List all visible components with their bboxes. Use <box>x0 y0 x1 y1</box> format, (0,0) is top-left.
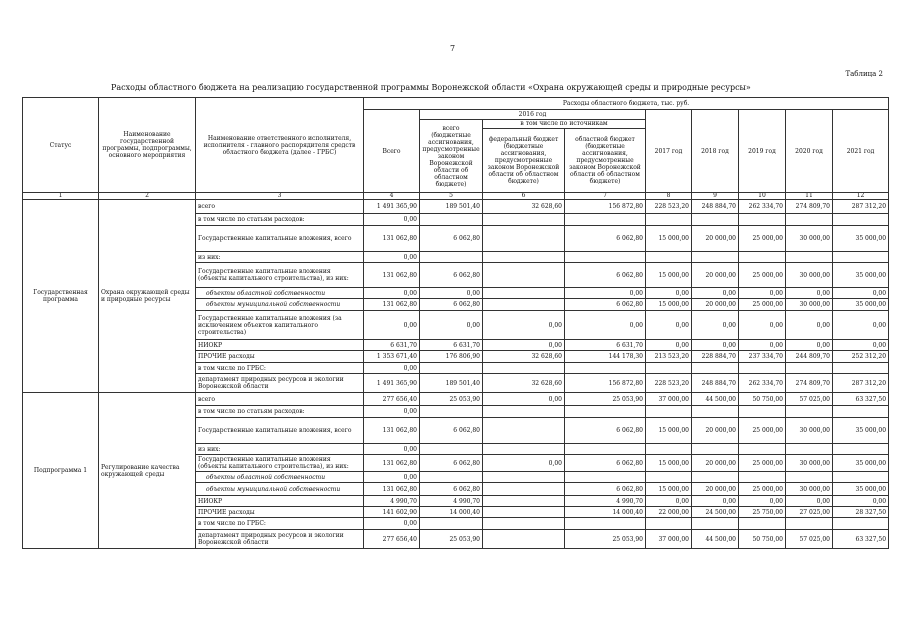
row-value: 6 062,80 <box>420 418 483 444</box>
row-label: НИОКР <box>196 496 364 507</box>
row-value: 20 000,00 <box>692 455 739 472</box>
row-value <box>420 518 483 530</box>
row-value: 0,00 <box>833 496 889 507</box>
row-value: 57 025,00 <box>786 530 833 549</box>
row-value: 248 884,70 <box>692 200 739 214</box>
row-value <box>692 444 739 455</box>
row-value <box>646 472 692 483</box>
table-label: Таблица 2 <box>845 70 883 78</box>
header-federal: федеральный бюджет (бюджетные ассигнования, предусмотренные законом Воронежской области об областном бюджете) <box>483 129 565 192</box>
row-label: объекты муниципальной собственности <box>196 483 364 496</box>
column-index: 9 <box>692 193 739 200</box>
row-value: 0,00 <box>692 288 739 299</box>
row-value <box>786 214 833 226</box>
row-value: 30 000,00 <box>786 418 833 444</box>
row-value: 22 000,00 <box>646 507 692 518</box>
row-value <box>646 444 692 455</box>
row-value: 57 025,00 <box>786 393 833 406</box>
row-value: 0,00 <box>786 288 833 299</box>
column-index: 2 <box>99 193 196 200</box>
row-label: ПРОЧИЕ расходы <box>196 351 364 363</box>
row-label: всего <box>196 393 364 406</box>
row-value: 0,00 <box>364 363 420 374</box>
page-number: 7 <box>449 44 456 53</box>
row-value <box>646 406 692 418</box>
row-value <box>692 214 739 226</box>
header-expenses: Расходы областного бюджета, тыс. руб. <box>364 98 889 110</box>
row-value: 20 000,00 <box>692 226 739 252</box>
row-value: 25 053,90 <box>420 530 483 549</box>
row-value: 24 500,00 <box>692 507 739 518</box>
row-value: 131 062,80 <box>364 418 420 444</box>
row-value: 0,00 <box>833 288 889 299</box>
row-value <box>833 214 889 226</box>
row-value: 35 000,00 <box>833 263 889 288</box>
row-value <box>483 288 565 299</box>
column-index: 7 <box>565 193 646 200</box>
row-value: 6 631,70 <box>420 340 483 351</box>
row-label: Государственные капитальные вложения (объекты капитального строительства), из них: <box>196 263 364 288</box>
row-value: 25 000,00 <box>739 299 786 311</box>
row-value: 25 000,00 <box>739 418 786 444</box>
row-value: 37 000,00 <box>646 530 692 549</box>
row-value: 0,00 <box>420 288 483 299</box>
row-value: 37 000,00 <box>646 393 692 406</box>
header-by-sources: в том числе по источникам <box>483 120 645 129</box>
row-value: 6 062,80 <box>420 263 483 288</box>
row-value: 0,00 <box>565 288 646 299</box>
row-status: Государственная программа <box>23 200 99 393</box>
row-value: 30 000,00 <box>786 299 833 311</box>
header-2019: 2019 год <box>739 110 786 193</box>
row-value <box>565 214 646 226</box>
column-index-row <box>23 193 889 200</box>
row-value: 131 062,80 <box>364 455 420 472</box>
row-value <box>646 518 692 530</box>
row-value: 25 750,00 <box>739 507 786 518</box>
row-program-name: Регулирование качества окружающей среды <box>99 393 196 549</box>
row-value: 15 000,00 <box>646 483 692 496</box>
budget-table <box>22 97 889 549</box>
column-index: 5 <box>420 193 483 200</box>
row-value: 0,00 <box>364 518 420 530</box>
header-status: Статус <box>23 98 99 193</box>
row-program-name: Охрана окружающей среды и природные ресурсы <box>99 200 196 393</box>
row-value: 0,00 <box>646 496 692 507</box>
row-value: 287 312,20 <box>833 200 889 214</box>
row-value <box>483 263 565 288</box>
table-row <box>23 393 889 406</box>
column-index: 6 <box>483 193 565 200</box>
row-value: 1 353 671,40 <box>364 351 420 363</box>
row-value <box>786 472 833 483</box>
row-label: департамент природных ресурсов и экологии Воронежской области <box>196 374 364 393</box>
row-value <box>483 406 565 418</box>
row-label: НИОКР <box>196 340 364 351</box>
row-value <box>692 518 739 530</box>
row-value <box>739 406 786 418</box>
document-title: Расходы областного бюджета на реализацию государственной программы Воронежской области «Охрана окружающей среды и природные ресурсы» <box>111 83 751 92</box>
row-value: 4 990,70 <box>364 496 420 507</box>
row-value <box>565 363 646 374</box>
row-value <box>420 252 483 263</box>
row-value: 274 809,70 <box>786 200 833 214</box>
row-value <box>483 444 565 455</box>
block-subprogram-1 <box>23 393 889 549</box>
header-executor: Наименование ответственного исполнителя, исполнителя - главного распорядителя средств областного бюджета (далее - ГРБС) <box>196 98 364 193</box>
row-value <box>786 363 833 374</box>
row-value <box>786 518 833 530</box>
row-label: всего <box>196 200 364 214</box>
row-value <box>420 363 483 374</box>
row-label: департамент природных ресурсов и экологии Воронежской области <box>196 530 364 549</box>
row-value: 262 334,70 <box>739 200 786 214</box>
row-value: 0,00 <box>786 311 833 340</box>
row-value: 6 062,80 <box>565 483 646 496</box>
row-value: 35 000,00 <box>833 483 889 496</box>
column-index: 10 <box>739 193 786 200</box>
header-2016-all: всего (бюджетные ассигнования, предусмотренные законом Воронежской области об областном бюджете) <box>420 120 483 193</box>
column-index: 4 <box>364 193 420 200</box>
row-value: 4 990,70 <box>420 496 483 507</box>
row-value <box>483 252 565 263</box>
row-value: 35 000,00 <box>833 299 889 311</box>
row-value <box>483 496 565 507</box>
row-value <box>692 363 739 374</box>
row-value: 228 523,20 <box>646 200 692 214</box>
row-value: 156 872,80 <box>565 200 646 214</box>
row-value <box>420 444 483 455</box>
row-value: 0,00 <box>483 311 565 340</box>
row-value <box>565 518 646 530</box>
row-value: 0,00 <box>692 496 739 507</box>
row-value: 6 062,80 <box>420 226 483 252</box>
row-value <box>692 252 739 263</box>
header-2017: 2017 год <box>646 110 692 193</box>
row-value <box>420 214 483 226</box>
row-value: 0,00 <box>739 311 786 340</box>
row-value <box>833 252 889 263</box>
row-value: 156 872,80 <box>565 374 646 393</box>
row-value: 0,00 <box>364 214 420 226</box>
row-label: из них: <box>196 444 364 455</box>
row-value <box>692 472 739 483</box>
row-value: 0,00 <box>739 340 786 351</box>
row-value: 0,00 <box>692 311 739 340</box>
row-label: объекты областной собственности <box>196 472 364 483</box>
row-value: 6 062,80 <box>565 226 646 252</box>
row-label: Государственные капитальные вложения (объекты капитального строительства), из них: <box>196 455 364 472</box>
row-value: 0,00 <box>692 340 739 351</box>
row-value: 25 053,90 <box>565 530 646 549</box>
row-value: 189 501,40 <box>420 200 483 214</box>
row-label: ПРОЧИЕ расходы <box>196 507 364 518</box>
row-value: 0,00 <box>364 444 420 455</box>
row-value: 6 062,80 <box>420 299 483 311</box>
row-value <box>483 530 565 549</box>
row-value: 0,00 <box>364 406 420 418</box>
row-value: 6 062,80 <box>565 263 646 288</box>
header-2021: 2021 год <box>833 110 889 193</box>
row-value: 0,00 <box>739 288 786 299</box>
row-value <box>833 444 889 455</box>
row-value: 0,00 <box>786 340 833 351</box>
row-value: 20 000,00 <box>692 263 739 288</box>
row-value <box>483 299 565 311</box>
header-sources <box>483 120 646 193</box>
row-value: 237 334,70 <box>739 351 786 363</box>
row-value <box>739 363 786 374</box>
row-value: 28 327,50 <box>833 507 889 518</box>
row-label: в том числе по статьям расходов: <box>196 214 364 226</box>
row-value: 20 000,00 <box>692 299 739 311</box>
row-value <box>786 444 833 455</box>
row-value: 27 025,00 <box>786 507 833 518</box>
row-value <box>833 518 889 530</box>
row-value: 287 312,20 <box>833 374 889 393</box>
row-value: 131 062,80 <box>364 483 420 496</box>
row-value <box>483 472 565 483</box>
row-value: 25 000,00 <box>739 263 786 288</box>
row-label: объекты муниципальной собственности <box>196 299 364 311</box>
row-value: 144 178,30 <box>565 351 646 363</box>
row-value: 32 628,60 <box>483 351 565 363</box>
row-value <box>420 472 483 483</box>
row-value: 0,00 <box>565 311 646 340</box>
row-value: 0,00 <box>364 472 420 483</box>
row-value: 131 062,80 <box>364 263 420 288</box>
row-label: в том числе по ГРБС: <box>196 518 364 530</box>
header-regional: областной бюджет (бюджетные ассигнования, предусмотренные законом Воронежской области об областном бюджете) <box>569 136 641 185</box>
row-value: 35 000,00 <box>833 418 889 444</box>
row-value <box>483 363 565 374</box>
row-value: 252 312,20 <box>833 351 889 363</box>
row-value: 63 327,50 <box>833 530 889 549</box>
row-value <box>739 518 786 530</box>
row-value <box>833 472 889 483</box>
row-value: 176 806,90 <box>420 351 483 363</box>
row-value: 0,00 <box>646 288 692 299</box>
table-row <box>23 200 889 214</box>
row-value: 20 000,00 <box>692 483 739 496</box>
row-value <box>420 406 483 418</box>
row-value: 35 000,00 <box>833 455 889 472</box>
row-value: 32 628,60 <box>483 200 565 214</box>
row-value <box>739 444 786 455</box>
header-2016: 2016 год <box>420 110 646 120</box>
row-label: в том числе по ГРБС: <box>196 363 364 374</box>
row-value: 0,00 <box>646 340 692 351</box>
row-label: Государственные капитальные вложения, всего <box>196 226 364 252</box>
row-value: 4 990,70 <box>565 496 646 507</box>
row-value <box>646 214 692 226</box>
row-value: 35 000,00 <box>833 226 889 252</box>
row-value <box>786 406 833 418</box>
row-value: 14 000,40 <box>420 507 483 518</box>
row-value: 0,00 <box>364 252 420 263</box>
column-index: 8 <box>646 193 692 200</box>
row-value: 277 656,40 <box>364 530 420 549</box>
row-value: 6 062,80 <box>420 483 483 496</box>
row-value: 0,00 <box>833 340 889 351</box>
row-value: 25 000,00 <box>739 226 786 252</box>
row-value: 0,00 <box>364 288 420 299</box>
row-value <box>692 406 739 418</box>
row-value: 15 000,00 <box>646 418 692 444</box>
row-label: объекты областной собственности <box>196 288 364 299</box>
row-value: 0,00 <box>483 340 565 351</box>
row-value <box>565 472 646 483</box>
row-value <box>483 418 565 444</box>
row-value <box>739 214 786 226</box>
row-value: 274 809,70 <box>786 374 833 393</box>
row-value: 6 631,70 <box>565 340 646 351</box>
row-value <box>646 252 692 263</box>
row-value <box>565 252 646 263</box>
row-value: 15 000,00 <box>646 263 692 288</box>
row-value: 0,00 <box>833 311 889 340</box>
row-value: 30 000,00 <box>786 455 833 472</box>
row-value: 30 000,00 <box>786 226 833 252</box>
row-value: 277 656,40 <box>364 393 420 406</box>
column-index: 11 <box>786 193 833 200</box>
row-value: 15 000,00 <box>646 226 692 252</box>
row-value: 213 523,20 <box>646 351 692 363</box>
row-value: 0,00 <box>483 455 565 472</box>
row-value: 63 327,50 <box>833 393 889 406</box>
column-index: 12 <box>833 193 889 200</box>
row-value <box>786 252 833 263</box>
row-value <box>483 483 565 496</box>
header-total: Всего <box>364 110 420 193</box>
row-value: 131 062,80 <box>364 226 420 252</box>
row-value: 15 000,00 <box>646 299 692 311</box>
row-value: 50 750,00 <box>739 530 786 549</box>
row-value <box>565 406 646 418</box>
row-status: Подпрограмма 1 <box>23 393 99 549</box>
row-value <box>739 252 786 263</box>
row-value: 0,00 <box>646 311 692 340</box>
row-value: 44 500,00 <box>692 393 739 406</box>
row-value: 25 053,90 <box>420 393 483 406</box>
row-value: 25 053,90 <box>565 393 646 406</box>
column-index: 1 <box>23 193 99 200</box>
row-value: 30 000,00 <box>786 263 833 288</box>
row-value: 25 000,00 <box>739 455 786 472</box>
row-value <box>565 444 646 455</box>
row-value: 20 000,00 <box>692 418 739 444</box>
row-value <box>833 406 889 418</box>
header-program-name: Наименование государственной программы, подпрограммы, основного мероприятия <box>99 98 196 193</box>
row-value: 244 809,70 <box>786 351 833 363</box>
row-value: 25 000,00 <box>739 483 786 496</box>
row-label: в том числе по статьям расходов: <box>196 406 364 418</box>
row-value: 44 500,00 <box>692 530 739 549</box>
row-value: 30 000,00 <box>786 483 833 496</box>
column-index: 3 <box>196 193 364 200</box>
row-value <box>833 363 889 374</box>
row-value: 50 750,00 <box>739 393 786 406</box>
row-value: 1 491 365,90 <box>364 200 420 214</box>
row-value: 0,00 <box>483 393 565 406</box>
header-2020: 2020 год <box>786 110 833 193</box>
row-value: 0,00 <box>364 311 420 340</box>
row-value <box>483 518 565 530</box>
row-value: 262 334,70 <box>739 374 786 393</box>
row-value: 15 000,00 <box>646 455 692 472</box>
row-value: 131 062,80 <box>364 299 420 311</box>
row-value <box>483 226 565 252</box>
row-value: 189 501,40 <box>420 374 483 393</box>
row-value <box>646 363 692 374</box>
row-label: из них: <box>196 252 364 263</box>
row-value: 14 000,40 <box>565 507 646 518</box>
row-value <box>483 507 565 518</box>
row-value <box>483 214 565 226</box>
row-value <box>739 472 786 483</box>
row-value: 0,00 <box>786 496 833 507</box>
row-value: 6 631,70 <box>364 340 420 351</box>
row-value: 228 884,70 <box>692 351 739 363</box>
row-value: 32 628,60 <box>483 374 565 393</box>
row-value: 248 884,70 <box>692 374 739 393</box>
row-value: 0,00 <box>739 496 786 507</box>
block-state-program <box>23 200 889 393</box>
row-value: 6 062,80 <box>565 418 646 444</box>
row-value: 6 062,80 <box>420 455 483 472</box>
row-label: Государственные капитальные вложения (за исключением объектов капитального строительства) <box>196 311 364 340</box>
row-value: 141 602,90 <box>364 507 420 518</box>
row-value: 228 523,20 <box>646 374 692 393</box>
header-2018: 2018 год <box>692 110 739 193</box>
row-value: 1 491 365,90 <box>364 374 420 393</box>
row-value: 0,00 <box>420 311 483 340</box>
row-label: Государственные капитальные вложения, всего <box>196 418 364 444</box>
row-value: 6 062,80 <box>565 299 646 311</box>
row-value: 6 062,80 <box>565 455 646 472</box>
